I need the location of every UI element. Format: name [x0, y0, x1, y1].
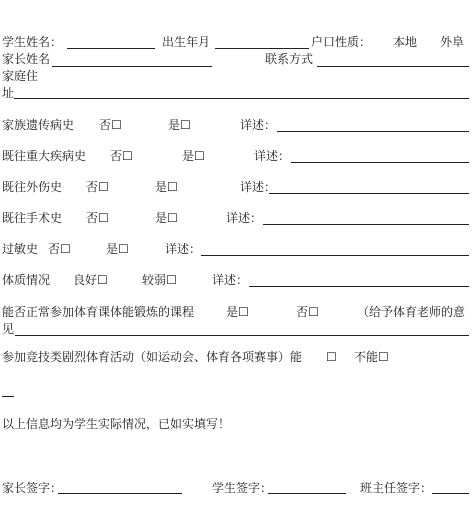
allergy-detail-label: 详述： — [165, 242, 202, 256]
allergy-no-label: 否 — [48, 242, 61, 256]
allergy-detail-field[interactable] — [201, 255, 469, 256]
pe-teacher-note-field[interactable] — [15, 335, 469, 336]
major-illness-no-label: 否 — [110, 149, 123, 163]
parent-name-field[interactable] — [52, 66, 212, 67]
physique-good-checkbox[interactable]: ☐ — [97, 273, 108, 287]
trauma-no-checkbox[interactable]: ☐ — [98, 180, 109, 194]
allergy-yes-checkbox[interactable]: ☐ — [118, 242, 129, 256]
physique-weak-checkbox[interactable]: ☐ — [166, 273, 177, 287]
hukou-label: 户口性质： — [311, 35, 372, 49]
teacher-signature-label: 班主任签字： — [360, 481, 433, 495]
allergy-yes-label: 是 — [106, 242, 119, 256]
physique-detail-label: 详述： — [212, 273, 249, 287]
family-history-detail-field[interactable] — [277, 131, 469, 132]
pe-yes-checkbox[interactable]: ☐ — [238, 305, 249, 319]
birth-date-label: 出生年月 — [162, 35, 211, 49]
allergy-no-checkbox[interactable]: ☐ — [60, 242, 71, 256]
trauma-yes-label: 是 — [155, 180, 168, 194]
student-name-field[interactable] — [67, 48, 155, 49]
pe-no-checkbox[interactable]: ☐ — [308, 305, 319, 319]
parent-signature-label: 家长签字： — [2, 481, 63, 495]
parent-signature-field[interactable] — [58, 493, 182, 494]
trauma-yes-checkbox[interactable]: ☐ — [167, 180, 178, 194]
surgery-yes-checkbox[interactable]: ☐ — [167, 211, 178, 225]
competition-cannot-label: 不能 — [354, 350, 379, 364]
parent-name-label: 家长姓名 — [2, 52, 51, 66]
address-label: 家庭住 — [2, 69, 39, 83]
trauma-detail-label: 详述： — [240, 180, 277, 194]
major-illness-yes-label: 是 — [182, 149, 195, 163]
major-illness-detail-label: 详述： — [254, 149, 291, 163]
pe-no-label: 否 — [296, 305, 309, 319]
student-signature-field[interactable] — [268, 493, 346, 494]
address-field[interactable] — [14, 98, 469, 99]
hukou-other-option[interactable]: 外阜 — [440, 35, 465, 49]
physique-good-label: 良好 — [73, 273, 98, 287]
physique-weak-label: 较弱 — [142, 273, 167, 287]
student-name-label: 学生姓名： — [2, 35, 63, 49]
family-history-yes-checkbox[interactable]: ☐ — [180, 118, 191, 132]
surgery-detail-label: 详述： — [226, 211, 263, 225]
family-history-no-checkbox[interactable]: ☐ — [111, 118, 122, 132]
physique-label: 体质情况 — [2, 273, 51, 287]
pe-yes-label: 是 — [226, 305, 239, 319]
trauma-detail-field[interactable] — [269, 193, 469, 194]
teacher-signature-field[interactable] — [432, 493, 469, 494]
major-illness-detail-field[interactable] — [291, 162, 469, 163]
competition-question: 参加竞技类剧烈体育活动（如运动会、体育各项赛事）能 — [2, 350, 303, 364]
pe-teacher-note-cont: 见 — [2, 322, 15, 336]
family-history-yes-label: 是 — [168, 118, 181, 132]
declaration-text: 以上信息均为学生实际情况，已如实填写！ — [2, 417, 231, 431]
surgery-no-label: 否 — [86, 211, 99, 225]
physique-detail-field[interactable] — [249, 286, 469, 287]
pe-course-question: 能否正常参加体育课体能锻炼的课程 — [2, 305, 195, 319]
trauma-no-label: 否 — [86, 180, 99, 194]
contact-field[interactable] — [317, 66, 469, 67]
birth-date-field[interactable] — [215, 48, 309, 49]
pe-teacher-note: （给予体育老师的意 — [357, 305, 466, 319]
hukou-local-option[interactable]: 本地 — [393, 35, 418, 49]
competition-cannot-checkbox[interactable]: ☐ — [378, 350, 389, 364]
family-history-no-label: 否 — [99, 118, 112, 132]
section-divider — [2, 396, 14, 397]
major-illness-no-checkbox[interactable]: ☐ — [122, 149, 133, 163]
major-illness-label: 既往重大疾病史 — [2, 149, 87, 163]
competition-can-checkbox[interactable]: ☐ — [326, 350, 337, 364]
family-history-label: 家族遗传病史 — [2, 118, 75, 132]
major-illness-yes-checkbox[interactable]: ☐ — [194, 149, 205, 163]
contact-label: 联系方式 — [265, 52, 314, 66]
surgery-label: 既往手术史 — [2, 211, 63, 225]
student-signature-label: 学生签字： — [212, 481, 273, 495]
surgery-yes-label: 是 — [155, 211, 168, 225]
surgery-detail-field[interactable] — [263, 224, 469, 225]
family-history-detail-label: 详述： — [240, 118, 277, 132]
surgery-no-checkbox[interactable]: ☐ — [98, 211, 109, 225]
address-label-cont: 址 — [2, 86, 15, 100]
allergy-label: 过敏史 — [2, 242, 39, 256]
trauma-label: 既往外伤史 — [2, 180, 63, 194]
